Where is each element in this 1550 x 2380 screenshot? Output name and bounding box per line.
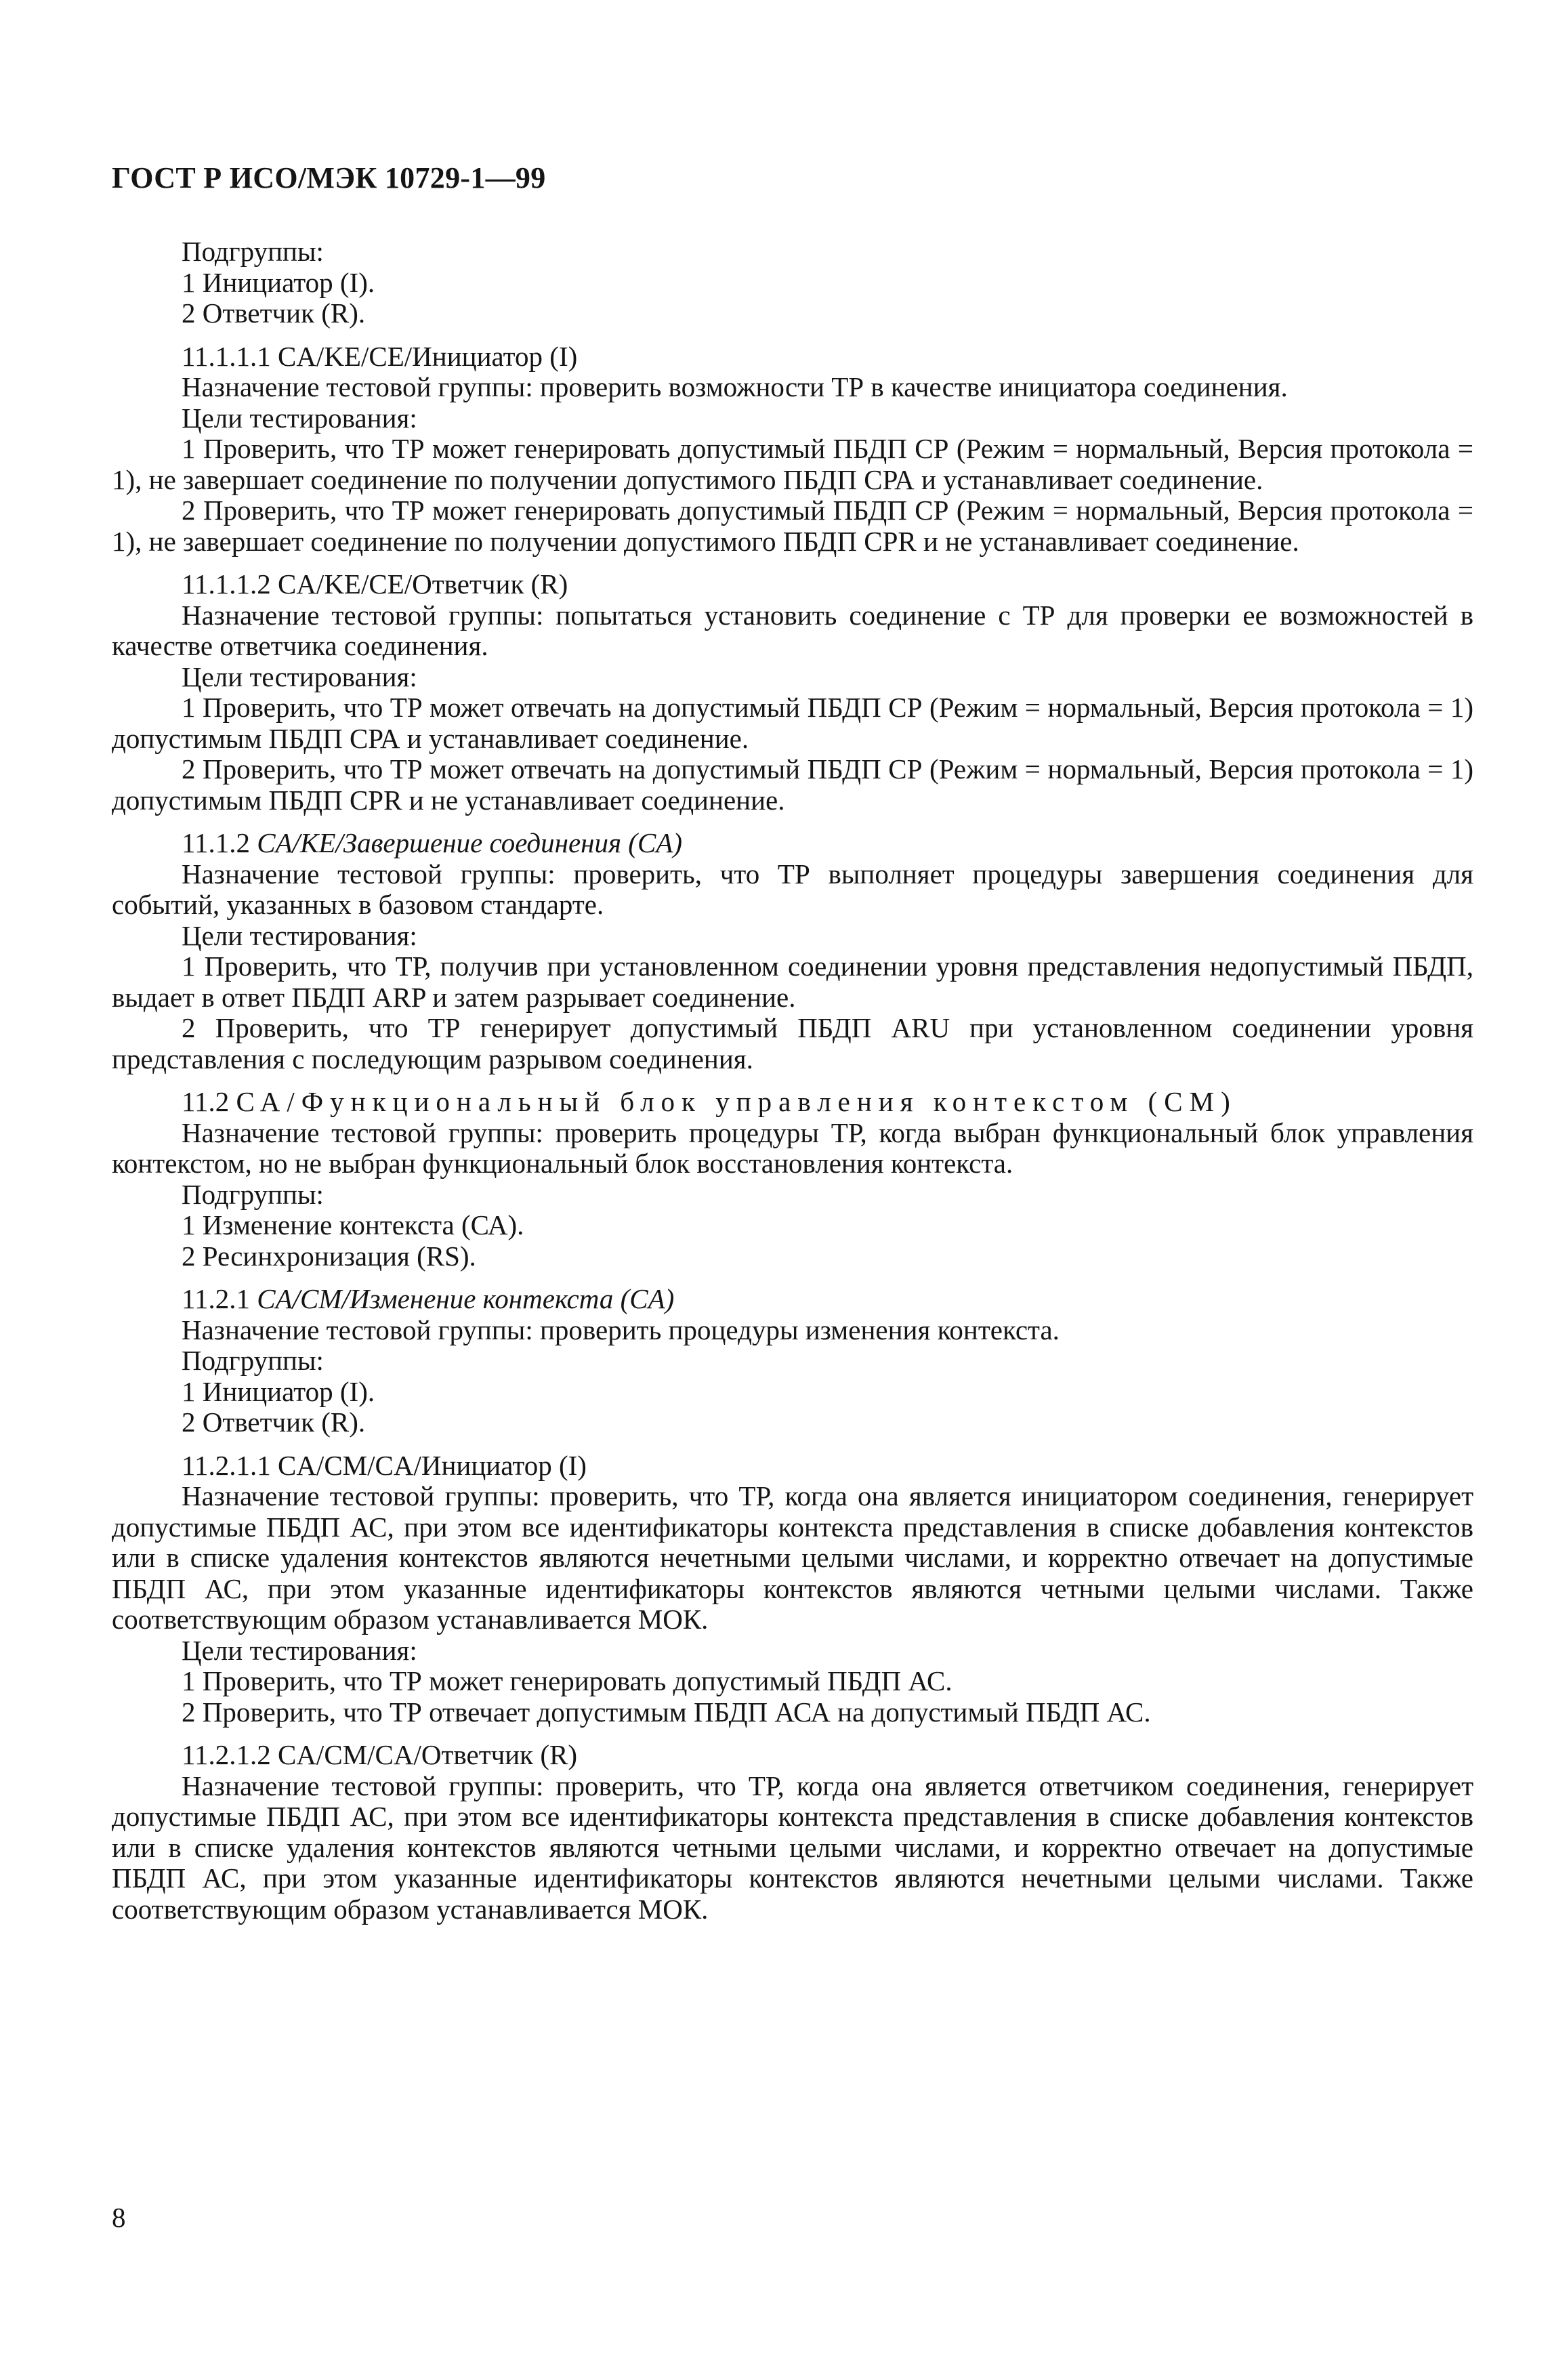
paragraph: 1 Проверить, что ТР может отвечать на допустимый ПБДП СР (Режим = нормальный, Версия протокола = 1) допустимым ПБДП СРА и устанавливает соединение. [112, 692, 1473, 754]
page-number: 8 [112, 2202, 126, 2233]
paragraph: 1 Инициатор (I). [182, 266, 375, 298]
paragraph: 1 Инициатор (I). [182, 1375, 375, 1407]
paragraph: Подгруппы: [182, 1178, 324, 1210]
section-heading: 11.2.1.1 CA/CM/CA/Инициатор (I) [182, 1449, 587, 1481]
paragraph: Назначение тестовой группы: проверить, что ТР, когда она является инициатором соединения, генерирует допустимые ПБДП АС, при этом все идентификаторы контекста представления в списке добавления контекстов или в списке удаления контекстов являются нечетными целыми числами, и корректно отвечает на допустимые ПБДП АС, при этом указанные идентификаторы контекстов являются четными целыми числами. Также соответствующим образом устанавливается МОК. [112, 1480, 1473, 1635]
paragraph: 2 Проверить, что ТР может отвечать на допустимый ПБДП СР (Режим = нормальный, Версия протокола = 1) допустимым ПБДП CPR и не устанавливает соединение. [112, 753, 1473, 816]
section-heading [112, 828, 1473, 859]
paragraph: 1 Изменение контекста (СА). [182, 1209, 524, 1240]
paragraph: Цели тестирования: [182, 919, 417, 951]
section-number: 11.2.1 [182, 1283, 250, 1314]
section-heading [112, 1284, 1473, 1315]
paragraph: Цели тестирования: [182, 661, 417, 692]
paragraph: Назначение тестовой группы: проверить процедуры изменения контекста. [182, 1314, 1060, 1345]
paragraph: Цели тестирования: [182, 402, 417, 434]
paragraph: 1 Проверить, что ТР, получив при установленном соединении уровня представления недопустимый ПБДП, выдает в ответ ПБДП ARP и затем разрывает соединение. [112, 951, 1473, 1013]
document-body [112, 236, 1473, 1925]
paragraph: Назначение тестовой группы: попытаться установить соединение с ТР для проверки ее возможностей в качестве ответчика соединения. [112, 599, 1473, 661]
paragraph: 1 Проверить, что ТР может генерировать допустимый ПБДП СР (Режим = нормальный, Версия протокола = 1), не завершает соединение по получении допустимого ПБДП СРА и устанавливает соединение. [112, 433, 1473, 495]
document-page [112, 159, 1473, 1925]
paragraph: Назначение тестовой группы: проверить процедуры ТР, когда выбран функциональный блок управления контекстом, но не выбран функциональный блок восстановления контекста. [112, 1116, 1473, 1179]
section-heading: 11.1.1.2 CA/KE/CE/Ответчик (R) [182, 568, 568, 600]
paragraph: Цели тестирования: [182, 1634, 417, 1666]
paragraph: 2 Ресинхронизация (RS). [182, 1240, 476, 1272]
document-header: ГОСТ Р ИСО/МЭК 10729-1—99 [112, 161, 546, 194]
section-number: 11.1.2 [182, 827, 250, 858]
section-title: CA/KE/Завершение соединения (CA) [257, 827, 683, 858]
paragraph: 2 Проверить, что ТР отвечает допустимым ПБДП АСА на допустимый ПБДП АС. [182, 1696, 1151, 1728]
section-heading: 11.1.1.1 CA/KE/CE/Инициатор (I) [182, 340, 578, 372]
paragraph: 2 Проверить, что ТР может генерировать допустимый ПБДП СР (Режим = нормальный, Версия протокола = 1), не завершает соединение по получении допустимого ПБДП CPR и не устанавливает соединение. [112, 495, 1473, 557]
paragraph: Назначение тестовой группы: проверить, что ТР выполняет процедуры завершения соединения для событий, указанных в базовом стандарте. [112, 858, 1473, 920]
paragraph: Подгруппы: [182, 1345, 324, 1376]
section-title: СА/Функциональный блок управления контекстом (СМ) [236, 1086, 1237, 1117]
paragraph: 1 Проверить, что ТР может генерировать допустимый ПБДП АС. [182, 1665, 952, 1696]
paragraph: Назначение тестовой группы: проверить, что ТР, когда она является ответчиком соединения, генерирует допустимые ПБДП АС, при этом все идентификаторы контекста представления в списке добавления контекстов или в списке удаления контекстов являются четными целыми числами, и корректно отвечает на допустимые ПБДП АС, при этом указанные идентификаторы контекстов являются нечетными целыми числами. Также соответствующим образом устанавливается МОК. [112, 1770, 1473, 1925]
section-title: CA/CM/Изменение контекста (CA) [257, 1283, 675, 1314]
section-heading [112, 1087, 1473, 1118]
paragraph: 2 Ответчик (R). [182, 297, 366, 329]
paragraph: 2 Проверить, что ТР генерирует допустимый ПБДП ARU при установленном соединении уровня представления с последующим разрывом соединения. [112, 1012, 1473, 1074]
section-heading: 11.2.1.2 CA/CM/CA/Ответчик (R) [182, 1739, 578, 1770]
paragraph: Назначение тестовой группы: проверить возможности ТР в качестве инициатора соединения. [182, 371, 1288, 402]
section-number: 11.2 [182, 1086, 230, 1117]
paragraph: 2 Ответчик (R). [182, 1406, 366, 1438]
paragraph: Подгруппы: [182, 236, 324, 267]
